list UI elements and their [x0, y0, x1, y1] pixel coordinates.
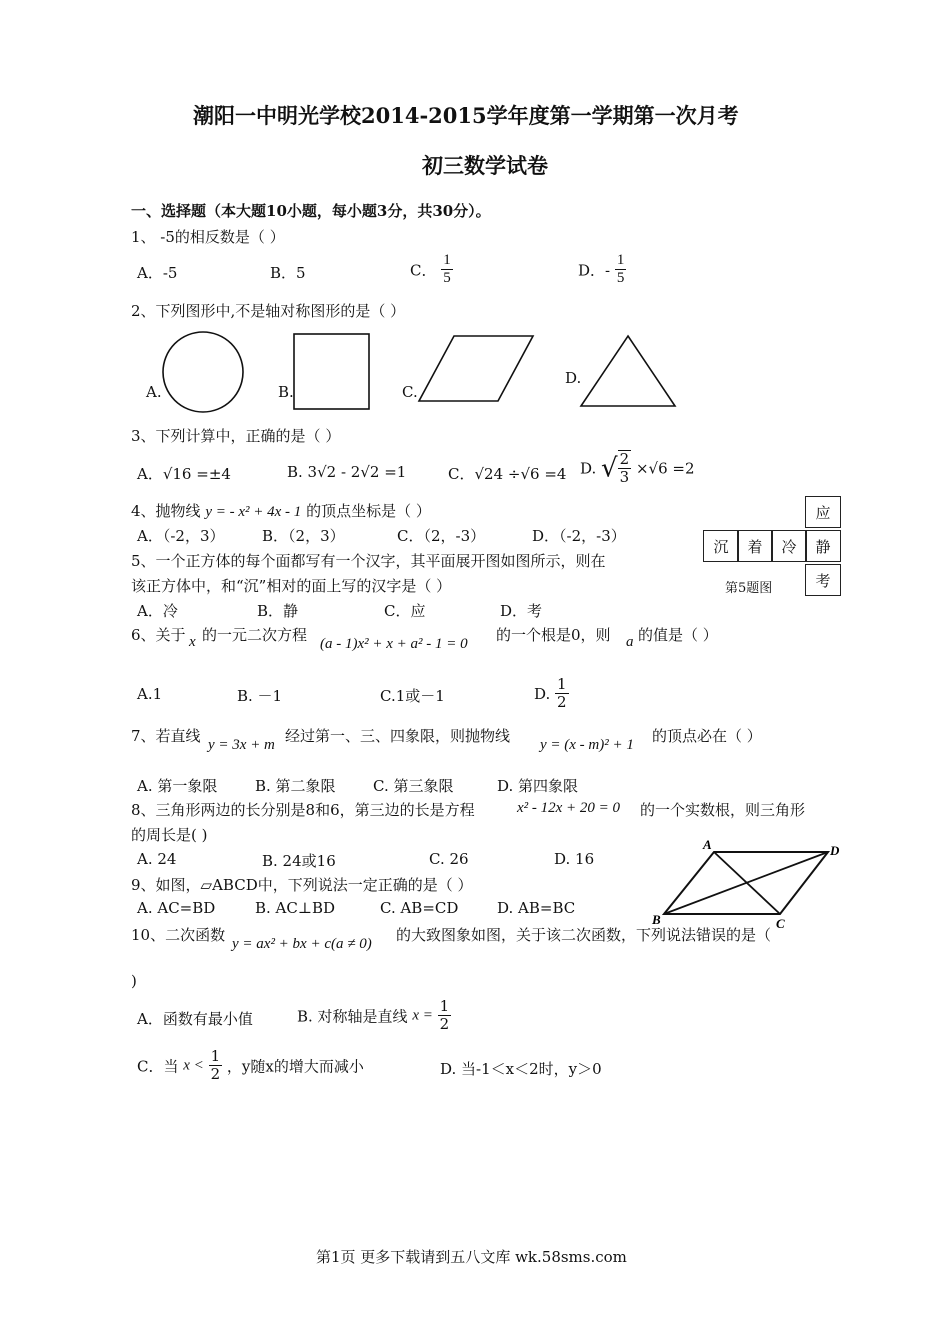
q4-stem-b: 的顶点坐标是（ ） — [306, 502, 431, 520]
q1-option-b: B．5 — [270, 264, 306, 282]
q7-stem-b: 经过第一、三、四象限，则抛物线 — [285, 727, 511, 745]
q7-stem-c: 的顶点必在（ ） — [652, 727, 762, 745]
q3-option-a: A．√16 =±4 — [137, 465, 231, 483]
q1-c-denominator: 5 — [443, 270, 451, 287]
q2-option-b: B. — [278, 383, 294, 401]
q10-c-numerator: 1 — [210, 1047, 221, 1065]
q8-stem-a: 8、三角形两边的长分别是8和6，第三边的长是方程 — [131, 801, 475, 819]
net-cell-top: 应 — [805, 496, 841, 528]
parallelogram-abcd-figure — [652, 837, 842, 931]
q10-option-b-label: B. 对称轴是直线 — [297, 1007, 408, 1026]
q5-stem-line1: 5、一个正方体的每个面都写有一个汉字，其平面展开图如图所示，则在 — [131, 552, 606, 570]
q8-stem-b: 的一个实数根，则三角形 — [640, 801, 806, 819]
q3-stem: 3、下列计算中，正确的是（ ） — [131, 427, 341, 445]
net-cell-2: 着 — [737, 530, 773, 562]
q8-option-d: D. 16 — [554, 850, 595, 868]
q4-option-b: B．（2，3） — [262, 527, 345, 545]
q3-d-tail: ×√6 =2 — [635, 459, 695, 478]
figure-caption: 第5题图 — [725, 581, 773, 596]
q6-stem-a: 6、关于 — [131, 626, 186, 644]
q10-c-fraction — [209, 1048, 223, 1084]
q7-option-d: D. 第四象限 — [497, 777, 579, 795]
page-footer: 第1页 更多下载请到五八文库 wk.58sms.com — [316, 1248, 627, 1266]
net-cell-1: 沉 — [703, 530, 739, 562]
square-figure — [293, 331, 373, 411]
q6-stem-b: 的一元二次方程 — [202, 626, 308, 644]
q6-option-b: B. －1 — [237, 687, 283, 705]
q1-d-denominator: 5 — [616, 270, 625, 287]
q6-stem — [131, 624, 186, 645]
q10-option-c-label: C．当 — [137, 1057, 179, 1076]
vertex-d-label: D — [830, 843, 840, 858]
q6-d-numerator: 1 — [557, 675, 567, 693]
triangle-figure — [580, 334, 680, 409]
q9-stem: 9、如图，▱ABCD中，下列说法一定正确的是（ ） — [131, 876, 473, 894]
q10-option-c — [137, 1048, 364, 1084]
q6-stem-d: 的值是（ ） — [638, 626, 718, 644]
q6-option-d — [534, 676, 569, 712]
vertex-b-label: B — [652, 912, 661, 927]
q3-option-c: C．√24 ÷√6 =4 — [448, 465, 567, 483]
q6-option-c: C.1或－1 — [380, 687, 445, 705]
q8-stem-line2: 的周长是( ) — [131, 826, 208, 844]
q10-b-denominator: 2 — [439, 1015, 450, 1034]
q6-equation: (a - 1)x² + x + a² - 1 = 0 — [320, 636, 468, 652]
q10-option-d: D. 当-1＜x＜2时，y＞0 — [440, 1060, 602, 1078]
q10-stem-a: 10、二次函数 — [131, 926, 226, 944]
q3-option-d-label: D. — [580, 459, 597, 478]
q1-option-c-label: C． — [410, 261, 437, 280]
q4-stem — [131, 500, 431, 521]
q7-option-c: C. 第三象限 — [373, 777, 454, 795]
q5-option-a: A．冷 — [137, 602, 178, 620]
parallelogram-figure — [418, 334, 538, 404]
q6-var-a: a — [626, 634, 634, 650]
q8-option-c: C. 26 — [429, 850, 469, 868]
q8-equation: x² - 12x + 20 = 0 — [517, 800, 621, 816]
page-title: 潮阳一中明光学校2014-2015学年度第一学期第一次月考 — [193, 103, 739, 128]
q1-d-numerator: 1 — [615, 252, 627, 270]
q4-option-d: D．（-2，-3） — [532, 527, 626, 545]
q3-d-numerator: 2 — [619, 450, 630, 468]
q10-b-equation: x = — [412, 1007, 433, 1024]
q3-d-denominator: 3 — [619, 468, 630, 487]
q10-option-b — [297, 998, 451, 1034]
q5-stem-line2: 该正方体中，和“沉”相对的面上写的汉字是（ ） — [131, 577, 452, 595]
q9-option-d: D. AB=BC — [497, 899, 576, 917]
q7-equation-1: y = 3x + m — [208, 737, 275, 753]
q2-option-a: A. — [146, 383, 162, 401]
q10-b-fraction — [438, 998, 452, 1034]
q9-option-b: B. AC⊥BD — [255, 899, 336, 917]
q6-d-fraction — [555, 676, 569, 712]
q1-c-numerator: 1 — [441, 252, 453, 270]
q1-stem: 1、 -5的相反数是（ ） — [131, 228, 285, 246]
q8-option-a: A. 24 — [137, 850, 177, 868]
page-subtitle: 初三数学试卷 — [422, 153, 548, 178]
q10-stem-line2: ) — [131, 972, 137, 990]
net-cell-bottom: 考 — [805, 564, 841, 596]
q10-c-equation: x < — [183, 1057, 204, 1074]
q6-d-denominator: 2 — [557, 693, 567, 712]
q10-c-tail: ，y随x的增大而减小 — [226, 1057, 364, 1076]
q7-equation-2: y = (x - m)² + 1 — [540, 737, 634, 753]
q9-option-c: C. AB=CD — [380, 899, 459, 917]
q1-option-c — [410, 252, 453, 288]
q10-stem-b: 的大致图象如图，关于该二次函数，下列说法错误的是（ — [396, 926, 772, 944]
q4-equation: y = - x² + 4x - 1 — [205, 504, 302, 520]
q8-option-b: B. 24或16 — [262, 852, 336, 870]
net-cell-3: 冷 — [771, 530, 807, 562]
q1-option-d-fraction — [615, 252, 627, 288]
q5-option-d: D．考 — [500, 602, 543, 620]
q3-d-fraction — [618, 450, 632, 487]
q10-c-denominator: 2 — [210, 1065, 221, 1084]
q4-stem-a: 4、抛物线 — [131, 502, 201, 520]
q1-option-d-label: D．- — [578, 261, 611, 280]
q6-option-a: A.1 — [137, 685, 163, 703]
net-cell-4: 静 — [805, 530, 841, 562]
vertex-a-label: A — [703, 837, 712, 852]
q7-option-a: A. 第一象限 — [137, 777, 218, 795]
circle-figure — [161, 330, 245, 414]
q2-stem: 2、下列图形中,不是轴对称图形的是（ ） — [131, 302, 406, 320]
sqrt-sign: √ — [601, 453, 618, 484]
q6-option-d-label: D. — [534, 684, 551, 703]
q2-option-c: C. — [402, 383, 418, 401]
section-heading: 一、选择题（本大题10小题，每小题3分，共30分）。 — [131, 202, 491, 220]
vertex-c-label: C — [776, 916, 785, 931]
q5-option-c: C．应 — [384, 602, 426, 620]
q10-equation: y = ax² + bx + c(a ≠ 0) — [232, 936, 372, 952]
q9-option-a: A. AC=BD — [137, 899, 216, 917]
q4-option-a: A．（-2，3） — [137, 527, 225, 545]
q3-option-b: B. 3√2 - 2√2 =1 — [287, 463, 407, 481]
q1-option-d — [578, 252, 626, 288]
q7-option-b: B. 第二象限 — [255, 777, 336, 795]
q6-var-x: x — [189, 634, 196, 650]
q4-option-c: C．（2，-3） — [397, 527, 486, 545]
q6-stem-c: 的一个根是0，则 — [496, 626, 611, 644]
q2-option-d: D. — [565, 369, 582, 387]
q5-option-b: B．静 — [257, 602, 299, 620]
q3-option-d — [580, 450, 695, 487]
q10-option-a: A．函数有最小值 — [137, 1010, 253, 1028]
q1-option-c-fraction — [441, 252, 453, 288]
q7-stem-a: 7、若直线 — [131, 727, 201, 745]
q10-b-numerator: 1 — [439, 997, 450, 1015]
q1-option-a: A．-5 — [137, 264, 178, 282]
